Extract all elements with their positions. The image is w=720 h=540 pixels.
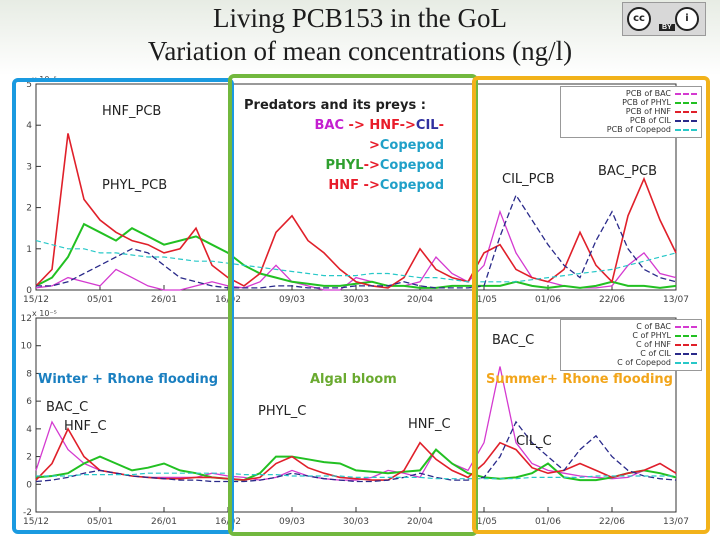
y-tick-label-c: 12: [20, 314, 32, 324]
predators-chain-2-word-2: ->: [363, 158, 380, 173]
attribution-icon: i: [675, 7, 699, 31]
predators-chain-1-word-1: BAC: [314, 118, 345, 133]
x-tick-label-c: 15/12: [23, 517, 49, 527]
season-algal-bloom: Algal bloom: [310, 372, 397, 387]
legend-entry-label: C of PHYL: [632, 331, 671, 340]
y-tick-label-pcb: 5: [26, 80, 32, 90]
label-bac-c: BAC_C: [46, 400, 89, 415]
x-tick-label-pcb: 20/04: [407, 295, 433, 305]
legend-entry: [565, 107, 697, 116]
legend-swatch: [675, 353, 697, 355]
predators-chain-3-word-3: Copepod: [379, 178, 444, 193]
x-tick-label-pcb: 30/03: [343, 295, 369, 305]
x-tick-label-c: 16/02: [215, 517, 241, 527]
y-tick-label-pcb: 3: [26, 162, 32, 173]
legend-swatch: [675, 111, 697, 113]
label-hnf-c: HNF_C: [64, 419, 107, 434]
predators-chain-3: [244, 176, 444, 196]
x-tick-label-pcb: 11/05: [471, 295, 497, 305]
legend-swatch: [675, 129, 697, 131]
x-tick-label-c: 09/03: [279, 517, 305, 527]
legend-entry: [565, 125, 697, 134]
x-tick-label-c: 11/05: [471, 517, 497, 527]
legend-entry: [565, 340, 697, 349]
legend-entry-label: PCB of Copepod: [606, 125, 671, 134]
legend-swatch: [675, 120, 697, 122]
y-exponent-pcb: x 10⁻⁵: [32, 75, 57, 84]
legend-pcb: [560, 86, 702, 138]
x-tick-label-c: 05/01: [87, 517, 113, 527]
x-tick-label-pcb: 26/01: [151, 295, 177, 305]
x-tick-label-c: 30/03: [343, 517, 369, 527]
predators-chain-2-word-3: Copepod: [379, 158, 444, 173]
x-tick-label-pcb: 01/06: [535, 295, 561, 305]
predators-chain-2: [244, 156, 444, 176]
legend-entry: [565, 89, 697, 98]
y-tick-label-c: 4: [26, 424, 32, 435]
predators-chain-1-word-4: ->: [399, 118, 416, 133]
title-line-2: Variation of mean concentrations (ng/l): [147, 36, 573, 66]
season-summer: Summer+ Rhone flooding: [486, 372, 673, 387]
y-tick-label-pcb: 0: [26, 286, 32, 296]
predators-chain-3-word-1: HNF: [328, 178, 360, 193]
x-tick-label-pcb: 15/12: [23, 295, 49, 305]
x-tick-label-pcb: 09/03: [279, 295, 305, 305]
predators-chain-1-word-3: HNF: [369, 118, 400, 133]
legend-swatch: [675, 335, 697, 337]
label-cil-c: CIL_C: [516, 434, 552, 449]
legend-swatch: [675, 93, 697, 95]
legend-entry: [565, 322, 697, 331]
predators-note: [244, 96, 444, 196]
legend-entry: [565, 331, 697, 340]
predators-chain-1-word-5: CIL: [415, 118, 439, 133]
label-cil-pcb: CIL_PCB: [502, 172, 555, 187]
legend-entry-label: PCB of CIL: [629, 116, 671, 125]
predators-heading: Predators and its preys :: [244, 98, 426, 113]
legend-entry-label: C of Copepod: [617, 358, 671, 367]
legend-c: [560, 319, 702, 371]
season-winter: Winter + Rhone flooding: [38, 372, 219, 387]
legend-entry-label: PCB of BAC: [625, 89, 671, 98]
x-tick-label-pcb: 22/06: [599, 295, 625, 305]
predators-chain-1-word-2: ->: [344, 118, 370, 133]
y-tick-label-pcb: 2: [26, 203, 32, 214]
y-tick-label-pcb: 1: [26, 244, 32, 255]
frame-winter: [12, 78, 234, 534]
label-phyl-pcb: PHYL_PCB: [102, 178, 168, 193]
y-tick-label-c: 8: [26, 369, 32, 380]
label-hnf-pcb: HNF_PCB: [102, 104, 162, 119]
predators-chain-1: [244, 116, 444, 156]
legend-swatch: [675, 102, 697, 104]
y-tick-label-c: 6: [26, 397, 32, 408]
x-tick-label-pcb: 13/07: [663, 295, 689, 305]
y-tick-label-c: 10: [20, 341, 32, 352]
legend-entry: [565, 349, 697, 358]
x-tick-label-c: 26/01: [151, 517, 177, 527]
label-hnf-c-2: HNF_C: [408, 417, 451, 432]
label-bac-c-top: BAC_C: [492, 333, 535, 348]
title-line-1: Living PCB153 in the GoL: [212, 3, 507, 33]
x-tick-label-c: 22/06: [599, 517, 625, 527]
legend-entry-label: C of CIL: [640, 349, 671, 358]
legend-swatch: [675, 344, 697, 346]
y-tick-label-c: 2: [26, 452, 32, 463]
legend-entry: [565, 116, 697, 125]
frame-summer: [472, 76, 710, 534]
predators-chain-1-word-6: ->: [368, 118, 444, 153]
legend-swatch: [675, 326, 697, 328]
x-tick-label-c: 01/06: [535, 517, 561, 527]
legend-entry: [565, 98, 697, 107]
y-tick-label-c: -2: [23, 508, 32, 518]
legend-entry-label: C of HNF: [636, 340, 671, 349]
by-label: BY: [659, 24, 675, 31]
label-phyl-c: PHYL_C: [258, 404, 307, 419]
label-bac-pcb: BAC_PCB: [598, 164, 657, 179]
x-tick-label-pcb: 16/02: [215, 295, 241, 305]
y-tick-label-c: 0: [26, 480, 32, 491]
legend-entry-label: C of BAC: [636, 322, 671, 331]
x-tick-label-c: 20/04: [407, 517, 433, 527]
predators-chain-3-word-2: ->: [359, 178, 380, 193]
y-tick-label-pcb: 4: [26, 121, 32, 132]
predators-chain-2-word-1: PHYL: [325, 158, 364, 173]
legend-entry-label: PCB of PHYL: [622, 98, 671, 107]
legend-entry-label: PCB of HNF: [625, 107, 671, 116]
x-tick-label-pcb: 05/01: [87, 295, 113, 305]
predators-chain-1-word-7: Copepod: [379, 138, 444, 153]
legend-swatch: [675, 362, 697, 364]
creative-commons-icon: cc: [627, 7, 651, 31]
x-tick-label-c: 13/07: [663, 517, 689, 527]
y-exponent-c: x 10⁻⁵: [32, 309, 57, 318]
legend-entry: [565, 358, 697, 367]
